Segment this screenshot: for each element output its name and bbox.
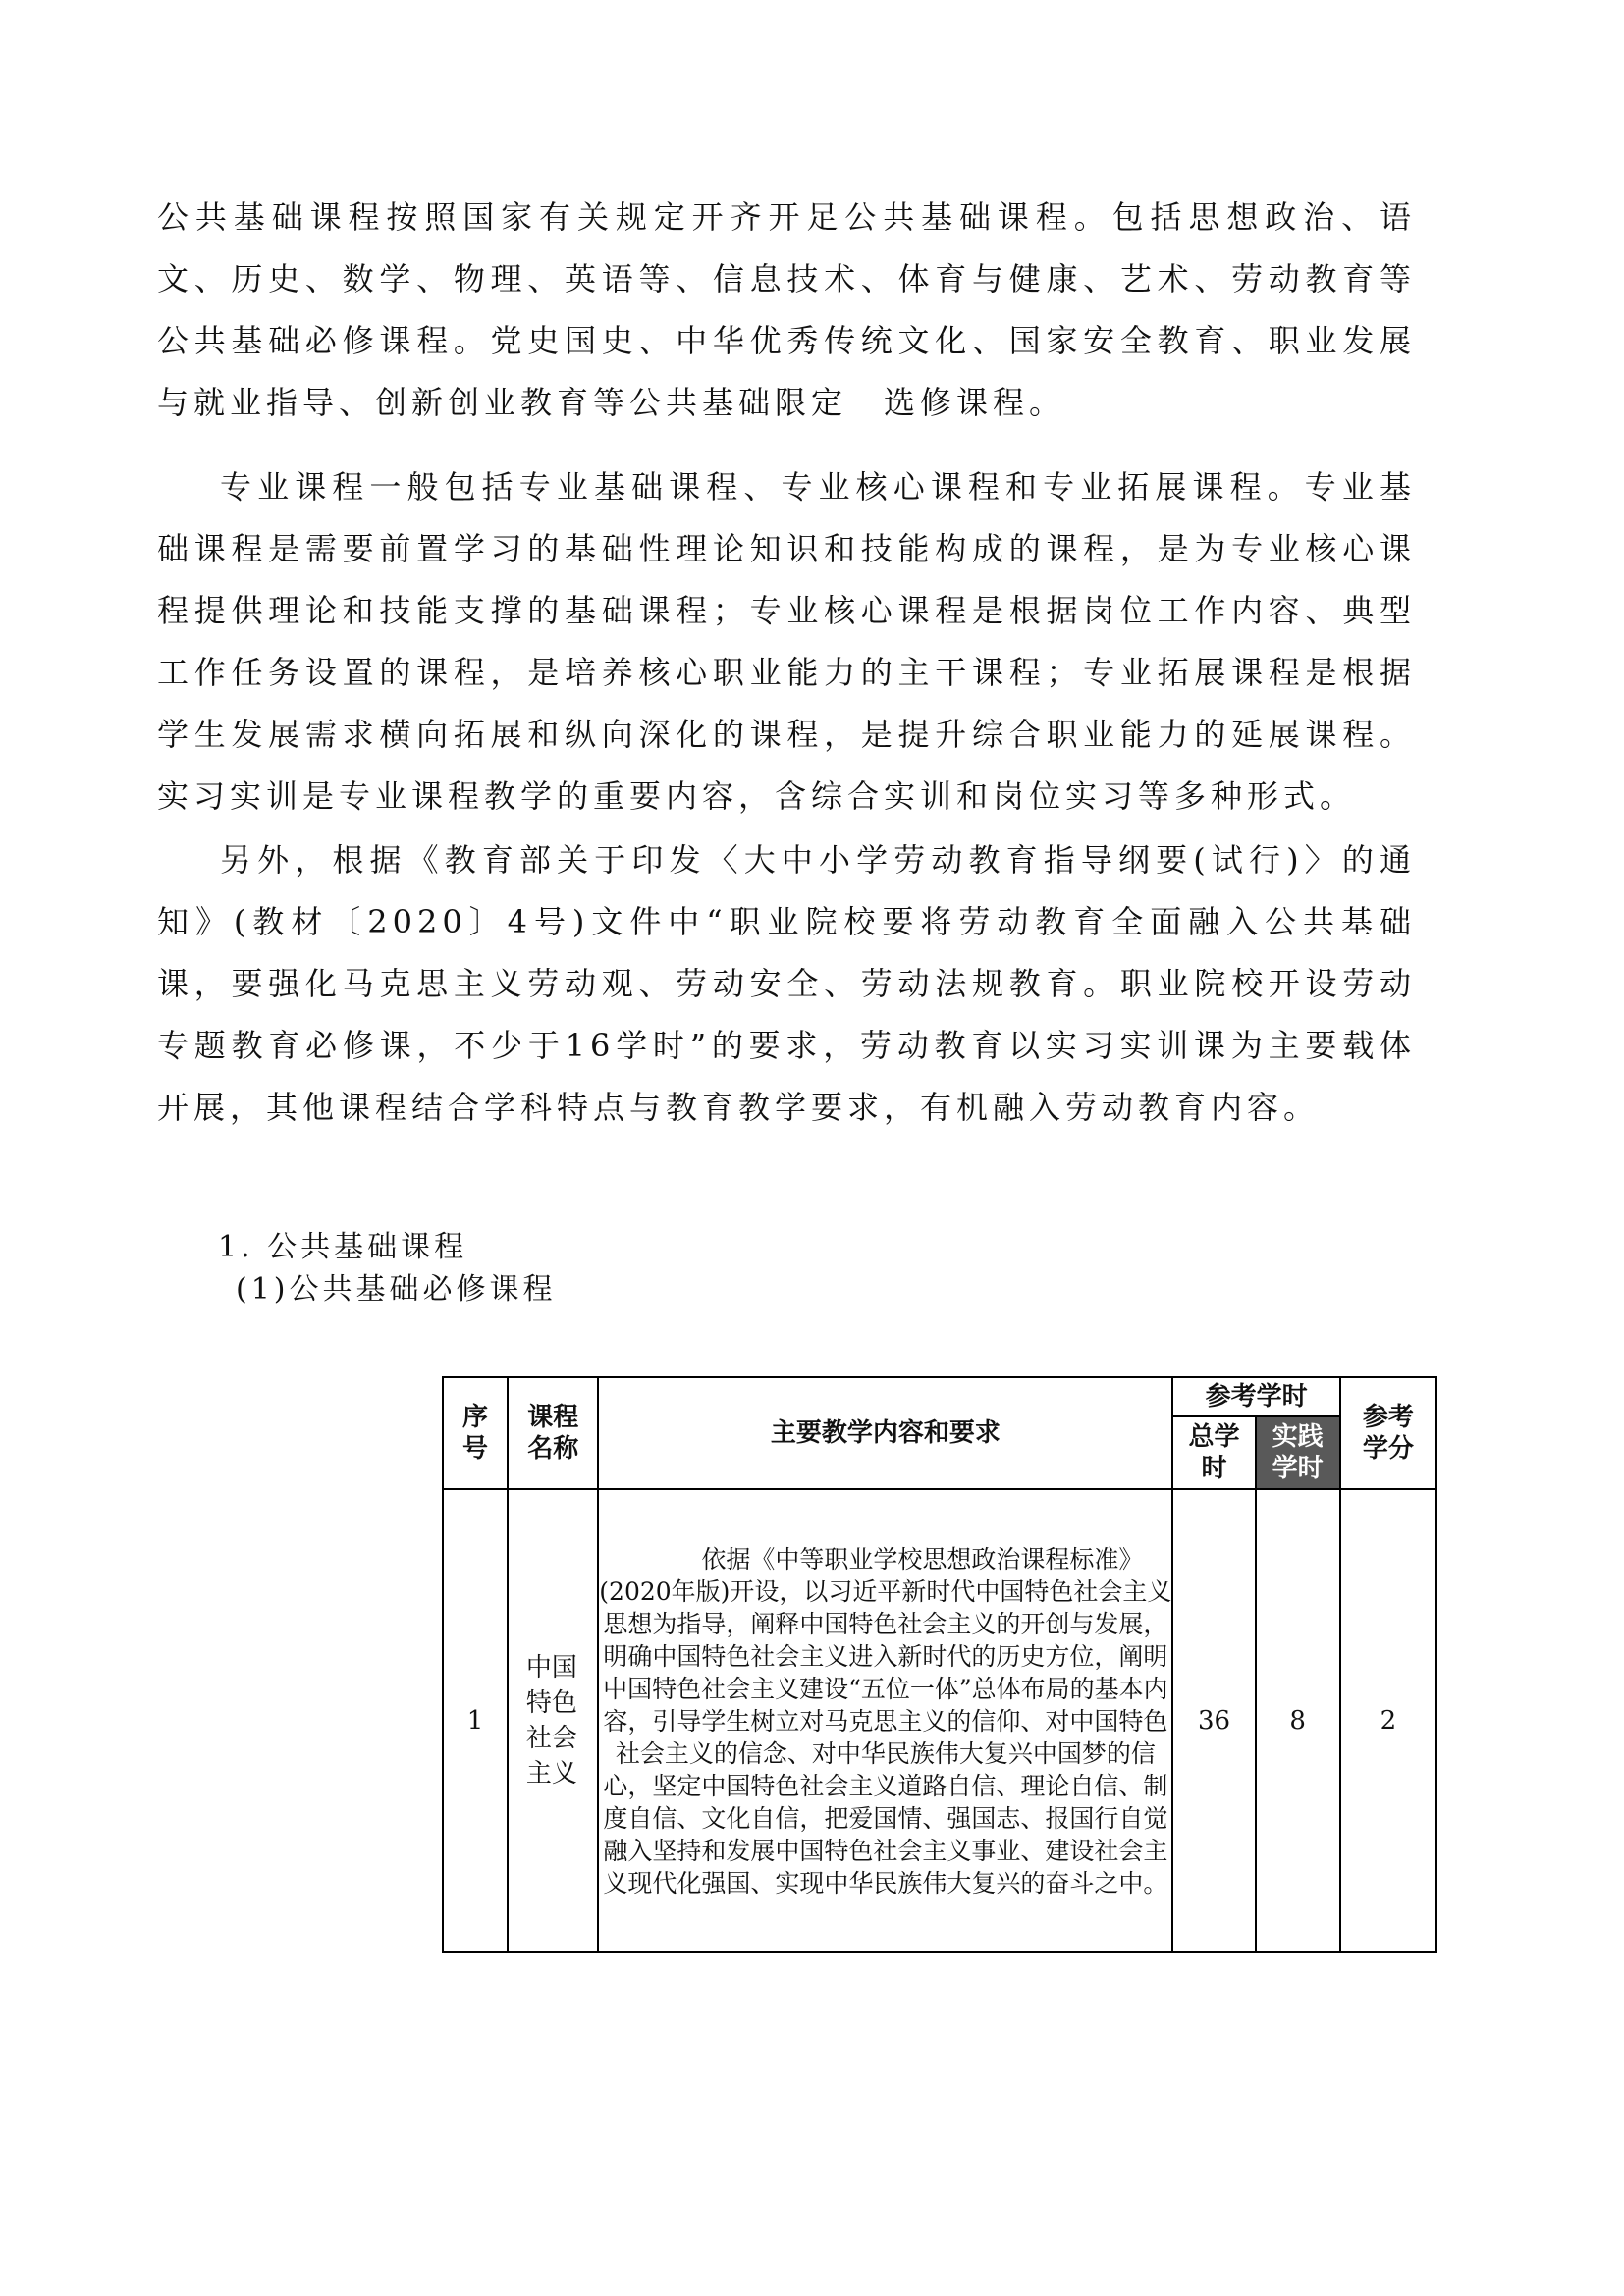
header-content: 主要教学内容和要求 [598, 1377, 1172, 1489]
cell-practice-hours: 8 [1256, 1489, 1340, 1952]
cell-course-name: 中国特色社会主义 [508, 1489, 598, 1952]
header-credit: 参考学分 [1340, 1377, 1436, 1489]
intro-paragraph-labor-education: 另外，根据《教育部关于印发〈大中小学劳动教育指导纲要(试行)〉的通知》(教材〔2020〕4号)文件中“职业院校要将劳动教育全面融入公共基础课，要强化马克思主义劳动观、劳动安全、劳动法规教育。职业院校开设劳动专题教育必修课，不少于16学时”的要求，劳动教育以实习实训课为主要载体开展，其他课程结合学科特点与教育教学要求，有机融入劳动教育内容。 [157, 841, 1416, 1126]
header-course-name: 课程名称 [508, 1377, 598, 1489]
intro-paragraph-public-courses: 公共基础课程按照国家有关规定开齐开足公共基础课程。包括思想政治、语文、历史、数学、物理、英语等、信息技术、体育与健康、艺术、劳动教育等公共基础必修课程。党史国史、中华优秀传统文化、国家安全教育、职业发展与就业指导、创新创业教育等公共基础限定 选修课程。 [157, 198, 1416, 421]
header-hours-group: 参考学时 [1172, 1377, 1339, 1416]
header-no: 序号 [443, 1377, 508, 1489]
table-header-row [443, 1377, 1436, 1416]
table-row [443, 1489, 1436, 1952]
subsection-heading: (1)公共基础必修课程 [236, 1272, 557, 1307]
cell-content: 依据《中等职业学校思想政治课程标准》(2020年版)开设，以习近平新时代中国特色社会主义思想为指导，阐释中国特色社会主义的开创与发展，明确中国特色社会主义进入新时代的历史方位，阐明中国特色社会主义建设“五位一体”总体布局的基本内容，引导学生树立对马克思主义的信仰、对中国特色社会主义的信念、对中华民族伟大复兴中国梦的信心，坚定中国特色社会主义道路自信、理论自信、制度自信、文化自信，把爱国情、强国志、报国行自觉融入坚持和发展中国特色社会主义事业、建设社会主义现代化强国、实现中华民族伟大复兴的奋斗之中。 [598, 1489, 1172, 1952]
intro-paragraph-professional-courses: 专业课程一般包括专业基础课程、专业核心课程和专业拓展课程。专业基础课程是需要前置学习的基础性理论知识和技能构成的课程，是为专业核心课程提供理论和技能支撑的基础课程；专业核心课程是根据岗位工作内容、典型工作任务设置的课程，是培养核心职业能力的主干课程；专业拓展课程是根据学生发展需求横向拓展和纵向深化的课程，是提升综合职业能力的延展课程。实习实训是专业课程教学的重要内容，含综合实训和岗位实习等多种形式。 [157, 468, 1416, 815]
course-table [442, 1376, 1437, 1953]
header-total-hours: 总学时 [1172, 1416, 1255, 1489]
cell-total-hours: 36 [1172, 1489, 1255, 1952]
section-heading: 1. 公共基础课程 [218, 1230, 468, 1264]
cell-credit: 2 [1340, 1489, 1436, 1952]
header-practice-hours: 实践学时 [1256, 1416, 1340, 1489]
cell-no: 1 [443, 1489, 508, 1952]
